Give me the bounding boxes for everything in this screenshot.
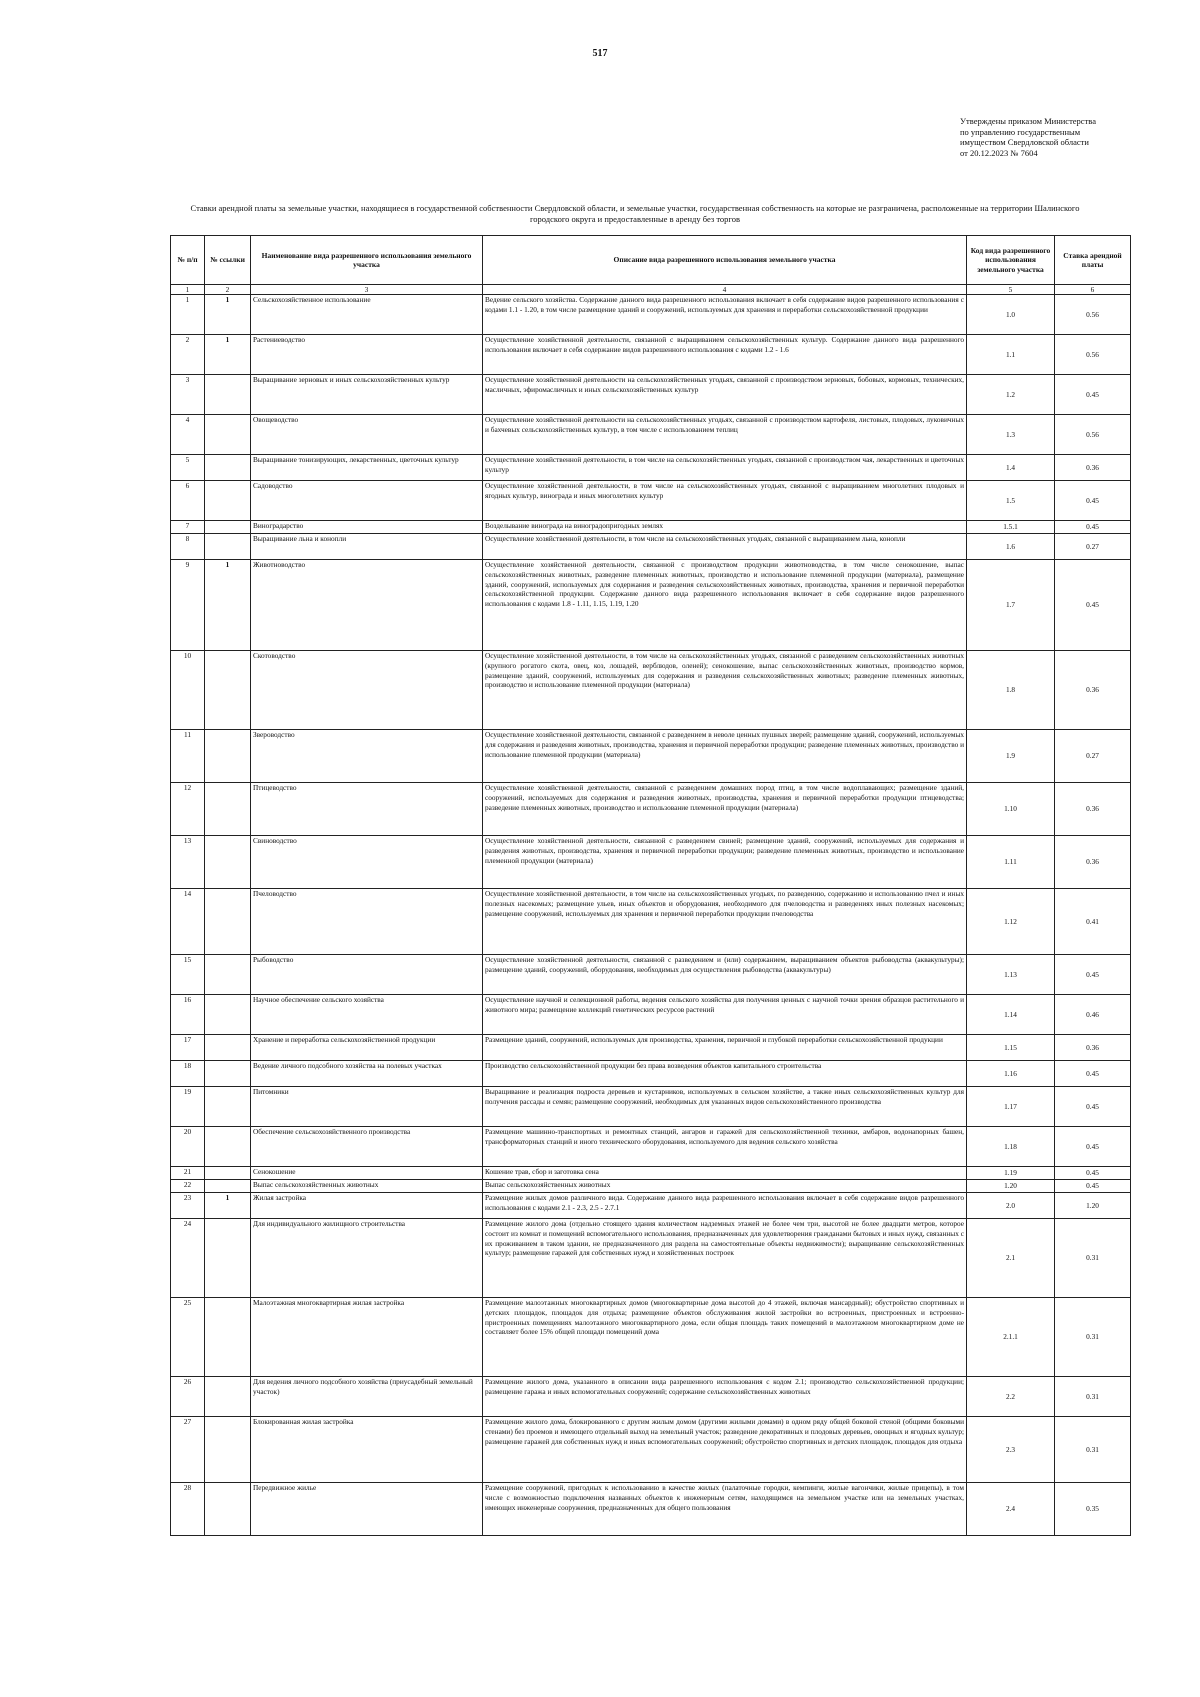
rent-rate: 0.31 xyxy=(1055,1377,1131,1417)
use-name: Виноградарство xyxy=(251,521,483,534)
table-row xyxy=(171,1127,1131,1167)
use-description: Осуществление хозяйственной деятельности, связанной с разведением в неволе ценных пушных зверей; размещение зданий, сооружений, используемых для содержания и разведения животных, производства, хранения и первичной переработки продукции; разведение племенных животных, производство и использование племенной продукции (материала) xyxy=(483,730,967,783)
table-row xyxy=(171,1219,1131,1298)
use-code: 1.9 xyxy=(967,730,1055,783)
rent-rate: 0.45 xyxy=(1055,1087,1131,1127)
use-code: 1.19 xyxy=(967,1167,1055,1180)
use-code: 2.0 xyxy=(967,1193,1055,1219)
use-name: Передвижное жилье xyxy=(251,1483,483,1536)
use-code: 1.0 xyxy=(967,295,1055,335)
use-description: Размещение жилых домов различного вида. Содержание данного вида разрешенного использования включает в себя содержание видов разрешенного использования с кодами 2.1 - 2.3, 2.5 - 2.7.1 xyxy=(483,1193,967,1219)
row-number: 5 xyxy=(171,455,205,481)
row-number: 4 xyxy=(171,415,205,455)
use-code: 1.1 xyxy=(967,335,1055,375)
use-code: 2.1.1 xyxy=(967,1298,1055,1377)
use-description: Размещение жилого дома (отдельно стоящего здания количеством надземных этажей не более чем три, высотой не более двадцати метров, которое состоит из комнат и помещений вспомогательного использования, предназначенных для удовлетворения гражданами бытовых и иных нужд, связанных с их проживанием в таком здании, не предназначенного для раздела на самостоятельные объекты недвижимости); выращивание сельскохозяйственных культур; размещение гаражей для собственных нужд и хозяйственных построек xyxy=(483,1219,967,1298)
approval-line: имуществом Свердловской области xyxy=(960,137,1089,147)
column-number: 4 xyxy=(483,285,967,295)
use-description: Размещение зданий, сооружений, используемых для производства, хранения, первичной и глубокой переработки сельскохозяйственной продукции xyxy=(483,1035,967,1061)
use-code: 1.3 xyxy=(967,415,1055,455)
table-header-row xyxy=(171,236,1131,285)
use-description: Размещение сооружений, пригодных к использованию в качестве жилых (палаточные городки, кемпинги, жилые вагончики, жилые прицепы), в том числе с возможностью подключения названных объектов к инженерным сетям, находящимся на земельном участке или на земельных участках, имеющих инженерные сооружения, предназначенных для общего пользования xyxy=(483,1483,967,1536)
table-row xyxy=(171,1377,1131,1417)
use-name: Выращивание льна и конопли xyxy=(251,534,483,560)
rent-rate: 0.45 xyxy=(1055,1127,1131,1167)
reference-number xyxy=(205,1180,251,1193)
use-name: Растениеводство xyxy=(251,335,483,375)
use-name: Свиноводство xyxy=(251,836,483,889)
reference-number xyxy=(205,415,251,455)
row-number: 20 xyxy=(171,1127,205,1167)
table-row xyxy=(171,1417,1131,1483)
rates-table xyxy=(170,235,1131,1536)
table-row xyxy=(171,335,1131,375)
table-row xyxy=(171,295,1131,335)
reference-number xyxy=(205,1417,251,1483)
row-number: 7 xyxy=(171,521,205,534)
use-name: Малоэтажная многоквартирная жилая застройка xyxy=(251,1298,483,1377)
use-name: Питомники xyxy=(251,1087,483,1127)
reference-number xyxy=(205,889,251,955)
table-row xyxy=(171,995,1131,1035)
use-name: Овощеводство xyxy=(251,415,483,455)
use-name: Блокированная жилая застройка xyxy=(251,1417,483,1483)
use-code: 1.4 xyxy=(967,455,1055,481)
rent-rate: 0.45 xyxy=(1055,1167,1131,1180)
reference-number xyxy=(205,651,251,730)
header-use-name: Наименование вида разрешенного использования земельного участка xyxy=(251,236,483,285)
column-number: 6 xyxy=(1055,285,1131,295)
table-row xyxy=(171,889,1131,955)
use-description: Ведение сельского хозяйства. Содержание данного вида разрешенного использования включает в себя содержание видов разрешенного использования с кодами 1.1 - 1.20, в том числе размещение зданий и сооружений, используемых для хранения и переработки сельскохозяйственной продукции xyxy=(483,295,967,335)
use-name: Обеспечение сельскохозяйственного производства xyxy=(251,1127,483,1167)
use-code: 1.13 xyxy=(967,955,1055,995)
row-number: 24 xyxy=(171,1219,205,1298)
rent-rate: 0.46 xyxy=(1055,995,1131,1035)
table-row xyxy=(171,955,1131,995)
rent-rate: 0.45 xyxy=(1055,955,1131,995)
use-name: Животноводство xyxy=(251,560,483,651)
rent-rate: 0.45 xyxy=(1055,560,1131,651)
rent-rate: 0.35 xyxy=(1055,1483,1131,1536)
table-row xyxy=(171,1167,1131,1180)
use-name: Рыбоводство xyxy=(251,955,483,995)
approval-line: Утверждены приказом Министерства xyxy=(960,116,1096,126)
table-row xyxy=(171,560,1131,651)
use-code: 1.11 xyxy=(967,836,1055,889)
reference-number xyxy=(205,955,251,995)
rent-rate: 0.31 xyxy=(1055,1219,1131,1298)
row-number: 18 xyxy=(171,1061,205,1087)
row-number: 11 xyxy=(171,730,205,783)
use-description: Размещение машинно-транспортных и ремонтных станций, ангаров и гаражей для сельскохозяйственной техники, амбаров, водонапорных башен, трансформаторных станций и иного технического оборудования, используемого для ведения сельского хозяйства xyxy=(483,1127,967,1167)
column-number: 2 xyxy=(205,285,251,295)
row-number: 21 xyxy=(171,1167,205,1180)
table-row xyxy=(171,1035,1131,1061)
use-code: 1.7 xyxy=(967,560,1055,651)
use-description: Производство сельскохозяйственной продукции без права возведения объектов капитального строительства xyxy=(483,1061,967,1087)
rent-rate: 0.45 xyxy=(1055,481,1131,521)
use-code: 1.8 xyxy=(967,651,1055,730)
use-description: Осуществление хозяйственной деятельности, связанной с разведением и (или) содержанием, выращиванием объектов рыбоводства (аквакультуры); размещение зданий, сооружений, оборудования, необходимых для осуществления рыбоводства (аквакультуры) xyxy=(483,955,967,995)
reference-number xyxy=(205,375,251,415)
row-number: 1 xyxy=(171,295,205,335)
rent-rate: 0.56 xyxy=(1055,295,1131,335)
reference-number xyxy=(205,783,251,836)
use-name: Выращивание зерновых и иных сельскохозяйственных культур xyxy=(251,375,483,415)
use-code: 2.1 xyxy=(967,1219,1055,1298)
reference-number xyxy=(205,1035,251,1061)
use-description: Размещение жилого дома, блокированного с другим жилым домом (другими жилыми домами) в одном ряду общей боковой стеной (общими боковыми стенами) без проемов и имеющего отдельный выход на земельный участок; разведение декоративных и плодовых деревьев, овощных и ягодных культур; размещение гаражей для собственных нужд и иных вспомогательных сооружений; обустройство спортивных и детских площадок, площадок для отдыха xyxy=(483,1417,967,1483)
use-description: Выращивание и реализация подроста деревьев и кустарников, используемых в сельском хозяйстве, а также иных сельскохозяйственных культур для получения рассады и семян; размещение сооружений, необходимых для указанных видов сельскохозяйственного производства xyxy=(483,1087,967,1127)
use-name: Сенокошение xyxy=(251,1167,483,1180)
row-number: 27 xyxy=(171,1417,205,1483)
use-name: Для ведения личного подсобного хозяйства (приусадебный земельный участок) xyxy=(251,1377,483,1417)
use-name: Сельскохозяйственное использование xyxy=(251,295,483,335)
row-number: 19 xyxy=(171,1087,205,1127)
use-description: Осуществление хозяйственной деятельности, в том числе на сельскохозяйственных угодьях, связанной с разведением сельскохозяйственных животных (крупного рогатого скота, овец, коз, лошадей, верблюдов, оленей); сенокошение, выпас сельскохозяйственных животных, производство кормов, размещение зданий, сооружений, используемых для содержания и разведения сельскохозяйственных животных; разведение племенных животных, производство и использование племенной продукции (материала) xyxy=(483,651,967,730)
reference-number xyxy=(205,1087,251,1127)
reference-number xyxy=(205,1061,251,1087)
use-name: Пчеловодство xyxy=(251,889,483,955)
use-name: Птицеводство xyxy=(251,783,483,836)
use-name: Звероводство xyxy=(251,730,483,783)
reference-number xyxy=(205,1298,251,1377)
rent-rate: 0.45 xyxy=(1055,1061,1131,1087)
table-row xyxy=(171,836,1131,889)
document-title: Ставки арендной платы за земельные участки, находящиеся в государственной собственности Свердловской области, и земельные участки, государственная собственность на которые не разграничена, расположенные на территории Шалинского городского округа и предоставленные в аренду без торгов xyxy=(190,203,1080,224)
table-row xyxy=(171,481,1131,521)
use-description: Возделывание винограда на виноградопригодных землях xyxy=(483,521,967,534)
table-row xyxy=(171,783,1131,836)
use-code: 1.5 xyxy=(967,481,1055,521)
row-number: 28 xyxy=(171,1483,205,1536)
use-description: Осуществление хозяйственной деятельности, связанной с разведением домашних пород птиц, в том числе водоплавающих; размещение зданий, сооружений, используемых для содержания и разведения животных, производства, хранения и первичной переработки продукции птицеводства; разведение племенных животных, производство и использование племенной продукции (материала) xyxy=(483,783,967,836)
use-name: Ведение личного подсобного хозяйства на полевых участках xyxy=(251,1061,483,1087)
use-description: Осуществление хозяйственной деятельности, в том числе на сельскохозяйственных угодьях, связанной с выращиванием многолетних плодовых и ягодных культур, винограда и иных многолетних культур xyxy=(483,481,967,521)
row-number: 2 xyxy=(171,335,205,375)
use-code: 1.2 xyxy=(967,375,1055,415)
table-row xyxy=(171,375,1131,415)
use-code: 1.17 xyxy=(967,1087,1055,1127)
reference-number xyxy=(205,481,251,521)
use-description: Осуществление хозяйственной деятельности, связанной с выращиванием сельскохозяйственных культур. Содержание данного вида разрешенного использования включает в себя содержание видов разрешенного использования с кодами 1.2 - 1.6 xyxy=(483,335,967,375)
table-row xyxy=(171,521,1131,534)
use-code: 1.10 xyxy=(967,783,1055,836)
use-code: 1.12 xyxy=(967,889,1055,955)
use-description: Кошение трав, сбор и заготовка сена xyxy=(483,1167,967,1180)
table-row xyxy=(171,455,1131,481)
rent-rate: 0.36 xyxy=(1055,836,1131,889)
table-row xyxy=(171,415,1131,455)
rent-rate: 0.31 xyxy=(1055,1298,1131,1377)
rent-rate: 0.36 xyxy=(1055,455,1131,481)
use-name: Хранение и переработка сельскохозяйственной продукции xyxy=(251,1035,483,1061)
rent-rate: 1.20 xyxy=(1055,1193,1131,1219)
use-name: Выращивание тонизирующих, лекарственных, цветочных культур xyxy=(251,455,483,481)
header-row-number: № п/п xyxy=(171,236,205,285)
use-code: 1.16 xyxy=(967,1061,1055,1087)
table-row xyxy=(171,1180,1131,1193)
table-row xyxy=(171,651,1131,730)
row-number: 16 xyxy=(171,995,205,1035)
table-row xyxy=(171,1061,1131,1087)
use-name: Жилая застройка xyxy=(251,1193,483,1219)
reference-number xyxy=(205,1127,251,1167)
row-number: 3 xyxy=(171,375,205,415)
use-name: Скотоводство xyxy=(251,651,483,730)
rent-rate: 0.45 xyxy=(1055,521,1131,534)
reference-number xyxy=(205,534,251,560)
approval-line: от 20.12.2023 № 7604 xyxy=(960,147,1038,158)
column-number: 1 xyxy=(171,285,205,295)
reference-number xyxy=(205,836,251,889)
row-number: 22 xyxy=(171,1180,205,1193)
use-description: Выпас сельскохозяйственных животных xyxy=(483,1180,967,1193)
table-row xyxy=(171,534,1131,560)
rent-rate: 0.27 xyxy=(1055,534,1131,560)
row-number: 8 xyxy=(171,534,205,560)
row-number: 12 xyxy=(171,783,205,836)
use-code: 1.20 xyxy=(967,1180,1055,1193)
row-number: 15 xyxy=(171,955,205,995)
use-code: 1.18 xyxy=(967,1127,1055,1167)
reference-number xyxy=(205,1167,251,1180)
use-description: Осуществление хозяйственной деятельности, в том числе на сельскохозяйственных угодьях, по разведению, содержанию и использованию пчел и иных полезных насекомых; размещение ульев, иных объектов и оборудования, необходимого для пчеловодства и разведениях иных полезных насекомых; размещение сооружений, используемых для хранения и первичной переработки продукции пчеловодства xyxy=(483,889,967,955)
use-description: Осуществление хозяйственной деятельности на сельскохозяйственных угодьях, связанной с производством картофеля, листовых, плодовых, луковичных и бахчевых сельскохозяйственных культур, в том числе с использованием теплиц xyxy=(483,415,967,455)
row-number: 26 xyxy=(171,1377,205,1417)
use-name: Выпас сельскохозяйственных животных xyxy=(251,1180,483,1193)
use-name: Научное обеспечение сельского хозяйства xyxy=(251,995,483,1035)
reference-number: 1 xyxy=(205,560,251,651)
row-number: 23 xyxy=(171,1193,205,1219)
use-code: 1.5.1 xyxy=(967,521,1055,534)
reference-number: 1 xyxy=(205,295,251,335)
rent-rate: 0.45 xyxy=(1055,1180,1131,1193)
use-description: Осуществление хозяйственной деятельности, в том числе на сельскохозяйственных угодьях, связанной с выращиванием льна, конопли xyxy=(483,534,967,560)
row-number: 25 xyxy=(171,1298,205,1377)
table-row xyxy=(171,1298,1131,1377)
table-body xyxy=(171,295,1131,1536)
use-description: Размещение малоэтажных многоквартирных домов (многоквартирные дома высотой до 4 этажей, включая мансардный); обустройство спортивных и детских площадок, площадок для отдыха; размещение объектов обслуживания жилой застройки во встроенных, пристроенных и встроенно-пристроенных помещениях малоэтажного многоквартирного дома, если общая площадь таких помещений в малоэтажном многоквартирном доме не составляет более 15% общей площади помещений дома xyxy=(483,1298,967,1377)
use-name: Садоводство xyxy=(251,481,483,521)
table-row xyxy=(171,1483,1131,1536)
use-name: Для индивидуального жилищного строительства xyxy=(251,1219,483,1298)
reference-number xyxy=(205,455,251,481)
header-use-code: Код вида разрешенного использования земельного участка xyxy=(967,236,1055,285)
rent-rate: 0.36 xyxy=(1055,1035,1131,1061)
row-number: 17 xyxy=(171,1035,205,1061)
row-number: 10 xyxy=(171,651,205,730)
use-code: 1.14 xyxy=(967,995,1055,1035)
use-description: Осуществление научной и селекционной работы, ведения сельского хозяйства для получения ценных с научной точки зрения образцов растительного и животного мира; размещение коллекций генетических ресурсов растений xyxy=(483,995,967,1035)
use-code: 1.6 xyxy=(967,534,1055,560)
use-code: 2.3 xyxy=(967,1417,1055,1483)
reference-number xyxy=(205,995,251,1035)
column-number: 5 xyxy=(967,285,1055,295)
reference-number: 1 xyxy=(205,335,251,375)
reference-number: 1 xyxy=(205,1193,251,1219)
header-reference: № ссылки xyxy=(205,236,251,285)
header-use-description: Описание вида разрешенного использования земельного участка xyxy=(483,236,967,285)
row-number: 14 xyxy=(171,889,205,955)
rent-rate: 0.36 xyxy=(1055,783,1131,836)
row-number: 13 xyxy=(171,836,205,889)
header-rent-rate: Ставка арендной платы xyxy=(1055,236,1131,285)
use-code: 2.4 xyxy=(967,1483,1055,1536)
use-description: Осуществление хозяйственной деятельности, в том числе на сельскохозяйственных угодьях, связанной с производством чая, лекарственных и цветочных культур xyxy=(483,455,967,481)
reference-number xyxy=(205,1483,251,1536)
use-code: 1.15 xyxy=(967,1035,1055,1061)
use-description: Осуществление хозяйственной деятельности, связанной с производством продукции животноводства, в том числе сенокошение, выпас сельскохозяйственных животных, разведение племенных животных, производство и использование племенной продукции (материала), размещение зданий, сооружений, используемых для содержания и разведения сельскохозяйственных животных, производства, хранения и первичной переработки сельскохозяйственной продукции. Содержание данного вида разрешенного использования включает в себя содержание видов разрешенного использования с кодами 1.8 - 1.11, 1.15, 1.19, 1.20 xyxy=(483,560,967,651)
column-number-row xyxy=(171,285,1131,295)
column-number: 3 xyxy=(251,285,483,295)
page-number: 517 xyxy=(592,48,608,59)
rent-rate: 0.27 xyxy=(1055,730,1131,783)
use-description: Размещение жилого дома, указанного в описании вида разрешенного использования с кодом 2.1; производство сельскохозяйственной продукции; размещение гаража и иных вспомогательных сооружений; содержание сельскохозяйственных животных xyxy=(483,1377,967,1417)
reference-number xyxy=(205,521,251,534)
rent-rate: 0.56 xyxy=(1055,335,1131,375)
use-code: 2.2 xyxy=(967,1377,1055,1417)
rent-rate: 0.56 xyxy=(1055,415,1131,455)
row-number: 6 xyxy=(171,481,205,521)
reference-number xyxy=(205,730,251,783)
use-description: Осуществление хозяйственной деятельности на сельскохозяйственных угодьях, связанной с производством зерновых, бобовых, кормовых, технических, масличных, эфиромасличных и иных сельскохозяйственных культур xyxy=(483,375,967,415)
reference-number xyxy=(205,1219,251,1298)
table-row xyxy=(171,730,1131,783)
rent-rate: 0.41 xyxy=(1055,889,1131,955)
use-description: Осуществление хозяйственной деятельности, связанной с разведением свиней; размещение зданий, сооружений, используемых для содержания и разведения животных, производства, хранения и первичной переработки продукции; разведение племенных животных, производство и использование племенной продукции (материала) xyxy=(483,836,967,889)
table-row xyxy=(171,1087,1131,1127)
approval-block xyxy=(960,116,1140,158)
table-row xyxy=(171,1193,1131,1219)
row-number: 9 xyxy=(171,560,205,651)
rent-rate: 0.45 xyxy=(1055,375,1131,415)
rent-rate: 0.31 xyxy=(1055,1417,1131,1483)
approval-line: по управлению государственным xyxy=(960,126,1081,137)
reference-number xyxy=(205,1377,251,1417)
rent-rate: 0.36 xyxy=(1055,651,1131,730)
